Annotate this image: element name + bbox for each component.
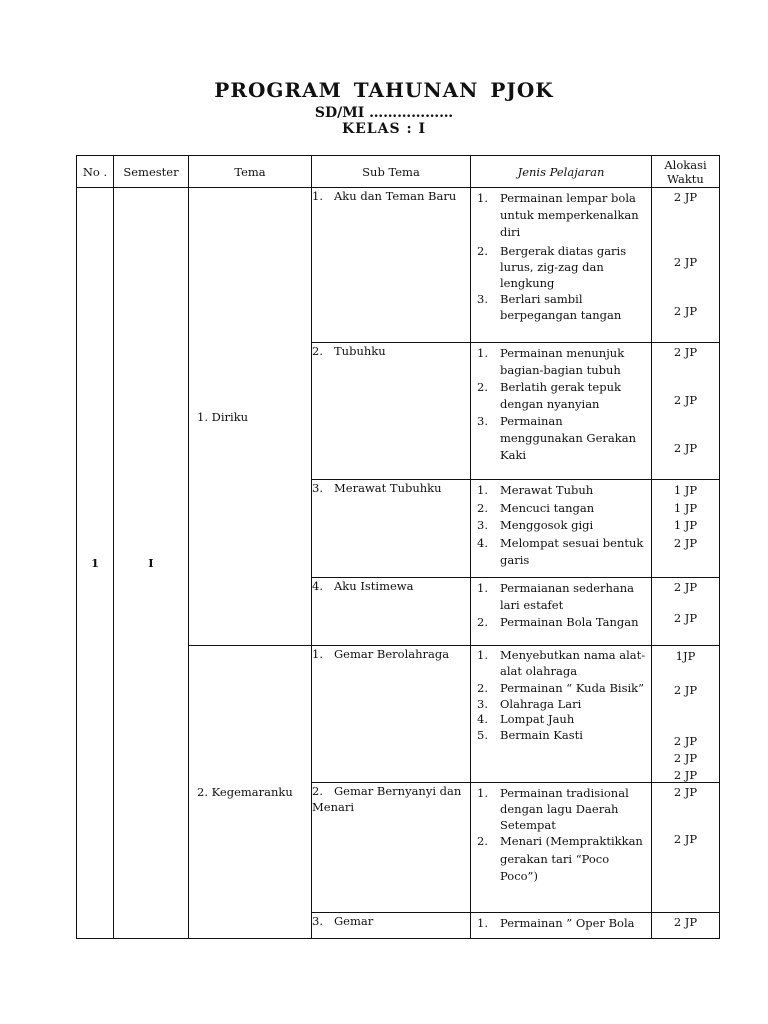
item-text: Bergerak diatas garis lurus, zig-zag dan lengkung — [500, 244, 627, 290]
item-number: 1. — [477, 346, 488, 360]
item-number: 1. — [477, 648, 488, 662]
list-item — [475, 482, 649, 500]
table-row — [77, 188, 720, 343]
subtema-number: 3. — [312, 914, 323, 928]
subtema-cell — [312, 646, 471, 783]
list-item — [475, 728, 649, 744]
waktu-value: 2 JP — [673, 304, 698, 318]
subtema-label: Merawat Tubuhku — [334, 481, 442, 495]
list-item — [475, 833, 649, 886]
waktu-cell — [652, 480, 720, 578]
item-text: Permainan “ Kuda Bisik” — [500, 681, 644, 695]
subtema-number: 2. — [312, 344, 323, 358]
col-header-no: No . — [77, 156, 114, 188]
waktu-value: 1 JP — [673, 483, 698, 497]
list-item — [475, 648, 649, 679]
item-text: Olahraga Lari — [500, 696, 582, 711]
waktu-value: 2 JP — [673, 255, 698, 269]
subtema-cell — [312, 913, 471, 939]
subtema-cell — [312, 343, 471, 480]
subtema-label: Aku dan Teman Baru — [334, 189, 457, 203]
table-header-row — [77, 156, 720, 188]
document-title: PROGRAM TAHUNAN PJOK — [214, 78, 554, 102]
waktu-cell — [652, 343, 720, 480]
waktu-value: 2 JP — [673, 785, 698, 799]
item-text: Permainan Bola Tangan — [500, 615, 639, 629]
list-item — [475, 697, 649, 713]
list-item — [475, 190, 649, 241]
waktu-value: 1 JP — [673, 500, 698, 515]
item-number: 1. — [477, 483, 488, 497]
waktu-value: 2 JP — [673, 734, 698, 748]
subtema-number: 4. — [312, 579, 323, 593]
list-item — [475, 915, 649, 931]
jenis-cell — [471, 188, 652, 343]
col-header-waktu: Alokasi Waktu — [652, 156, 720, 188]
list-item — [475, 712, 649, 728]
item-text: Bermain Kasti — [500, 727, 583, 742]
subtema-cell — [312, 578, 471, 646]
item-number: 4. — [477, 535, 488, 550]
list-item — [475, 413, 649, 464]
item-number: 2. — [477, 244, 488, 258]
item-text: Menyebutkan nama alat-alat olahraga — [500, 648, 646, 678]
subtema-label: Aku Istimewa — [334, 579, 414, 593]
waktu-value: 2 JP — [673, 190, 698, 204]
tema-2: 2. Kegemaranku — [189, 646, 312, 939]
col-header-subtema: Sub Tema — [312, 156, 471, 188]
subtema-number: 1. — [312, 647, 323, 661]
item-text: Menari (Mempraktikkan gerakan tari “Poco Poco”) — [500, 834, 643, 883]
jenis-cell — [471, 343, 652, 480]
item-number: 3. — [477, 414, 488, 428]
col-header-jenis: Jenis Pelajaran — [471, 156, 652, 188]
waktu-value: 2 JP — [673, 611, 698, 625]
item-number: 3. — [477, 696, 488, 711]
list-item — [475, 345, 649, 379]
item-number: 3. — [477, 518, 488, 532]
item-text: Permainan tradisional dengan lagu Daerah Setempat — [500, 786, 629, 832]
jenis-cell — [471, 578, 652, 646]
item-number: 2. — [477, 834, 488, 848]
subtema-number: 3. — [312, 481, 323, 495]
list-item — [475, 535, 649, 570]
item-text: Melompat sesuai bentuk garis — [500, 535, 644, 567]
subtema-label: Tubuhku — [334, 344, 386, 358]
waktu-value: 2 JP — [673, 345, 698, 359]
waktu-cell — [652, 913, 720, 939]
list-item — [475, 500, 649, 518]
waktu-value: 1JP — [675, 649, 696, 663]
subtema-cell — [312, 480, 471, 578]
list-item — [475, 580, 649, 614]
waktu-value: 2 JP — [673, 751, 698, 765]
jenis-cell — [471, 783, 652, 913]
subtema-cell — [312, 188, 471, 343]
item-text: Berlari sambil berpegangan tangan — [500, 292, 622, 322]
item-text: Permaianan sederhana lari estafet — [500, 581, 635, 612]
list-item — [475, 614, 649, 631]
subtema-number: 2. — [312, 784, 323, 798]
item-text: Permainan menggunakan Gerakan Kaki — [500, 414, 636, 462]
item-text: Permainan lempar bola untuk memperkenalkan diri — [500, 191, 639, 239]
col-header-tema: Tema — [189, 156, 312, 188]
subtema-number: 1. — [312, 189, 323, 203]
program-table — [76, 155, 720, 939]
subtema-label: Gemar — [334, 914, 374, 928]
jenis-cell — [471, 646, 652, 783]
list-item — [475, 379, 649, 413]
item-number: 1. — [477, 786, 488, 800]
item-number: 1. — [477, 581, 488, 595]
item-number: 3. — [477, 292, 488, 306]
waktu-value: 2 JP — [673, 683, 698, 697]
waktu-value: 2 JP — [673, 832, 698, 846]
row-number: 1 — [77, 188, 114, 939]
waktu-cell — [652, 188, 720, 343]
item-text: Berlatih gerak tepuk dengan nyanyian — [500, 380, 621, 411]
waktu-value: 2 JP — [673, 441, 698, 455]
waktu-cell — [652, 646, 720, 783]
jenis-cell — [471, 480, 652, 578]
list-item — [475, 681, 649, 697]
item-text: Permainan menunjuk bagian-bagian tubuh — [500, 346, 625, 377]
subtema-label: Gemar Berolahraga — [334, 647, 450, 661]
item-number: 2. — [477, 681, 488, 695]
item-number: 2. — [477, 500, 488, 515]
list-item — [475, 243, 649, 291]
item-text: Lompat Jauh — [500, 712, 575, 726]
list-item — [475, 785, 649, 833]
waktu-cell — [652, 783, 720, 913]
waktu-value: 2 JP — [673, 535, 698, 550]
item-number: 2. — [477, 380, 488, 394]
waktu-value: 1 JP — [673, 518, 698, 532]
col-header-semester: Semester — [114, 156, 189, 188]
tema-1: 1. Diriku — [189, 188, 312, 646]
school-line: SD/MI ……………… — [314, 105, 454, 121]
item-number: 1. — [477, 916, 488, 930]
waktu-value: 2 JP — [673, 915, 698, 929]
item-text: Mencuci tangan — [500, 500, 595, 515]
item-number: 4. — [477, 712, 488, 726]
waktu-value: 2 JP — [673, 580, 698, 594]
item-text: Menggosok gigi — [500, 518, 594, 532]
list-item — [475, 517, 649, 535]
waktu-cell — [652, 578, 720, 646]
waktu-value: 2 JP — [673, 393, 698, 407]
class-line: KELAS : I — [341, 121, 427, 137]
item-number: 5. — [477, 727, 488, 742]
jenis-cell — [471, 913, 652, 939]
item-number: 1. — [477, 191, 488, 205]
item-text: Merawat Tubuh — [500, 483, 594, 497]
subtema-cell — [312, 783, 471, 913]
list-item — [475, 291, 649, 323]
item-number: 2. — [477, 615, 488, 629]
semester-value: I — [114, 188, 189, 939]
item-text: Permainan ” Oper Bola — [500, 916, 635, 930]
waktu-value: 2 JP — [673, 768, 698, 782]
subtema-label: Gemar Bernyanyi dan Menari — [312, 784, 462, 814]
